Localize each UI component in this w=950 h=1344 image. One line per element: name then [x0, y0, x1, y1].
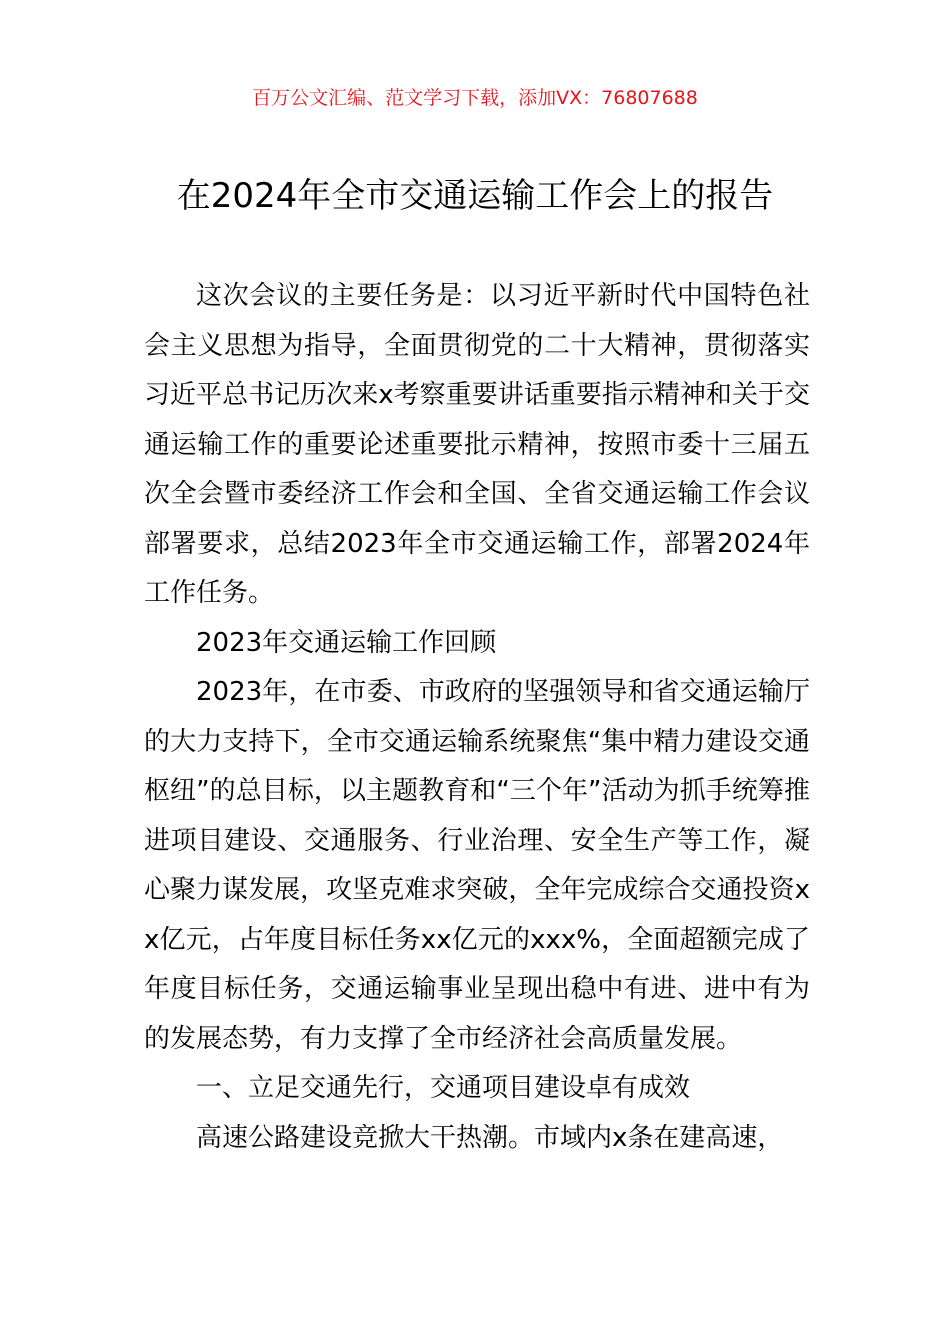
section-heading-review: 2023年交通运输工作回顾: [196, 627, 497, 658]
document-title: 在2024年全市交通运输工作会上的报告: [176, 176, 774, 216]
paragraph-intro: 这次会议的主要任务是：以习近平新时代中国特色社会主义思想为指导，全面贯彻党的二十大精神，贯彻落实习近平总书记历次来x考察重要讲话重要指示精神和关于交通运输工作的重要论述重要批示精神，按照市委十三届五次全会暨市委经济工作会和全国、全省交通运输工作会议部署要求，总结2023年全市交通运输工作，部署2024年工作任务。: [144, 281, 810, 608]
document-body: [144, 272, 810, 1163]
section-heading-1: 一、立足交通先行，交通项目建设卓有成效: [196, 1073, 691, 1103]
paragraph-highway: 高速公路建设竞掀大干热潮。市域内x条在建高速，: [196, 1122, 784, 1153]
paragraph-review-summary: 2023年，在市委、市政府的坚强领导和省交通运输厅的大力支持下，全市交通运输系统聚焦“集中精力建设交通枢纽”的总目标，以主题教育和“三个年”活动为抓手统筹推进项目建设、交通服务、行业治理、安全生产等工作，凝心聚力谋发展，攻坚克难求突破，全年完成综合交通投资xx亿元，占年度目标任务xx亿元的xxx%，全面超额完成了年度目标任务，交通运输事业呈现出稳中有进、进中有为的发展态势，有力支撑了全市经济社会高质量发展。: [144, 677, 810, 1054]
header-banner: 百万公文汇编、范文学习下载，添加VX：76807688: [252, 87, 698, 109]
